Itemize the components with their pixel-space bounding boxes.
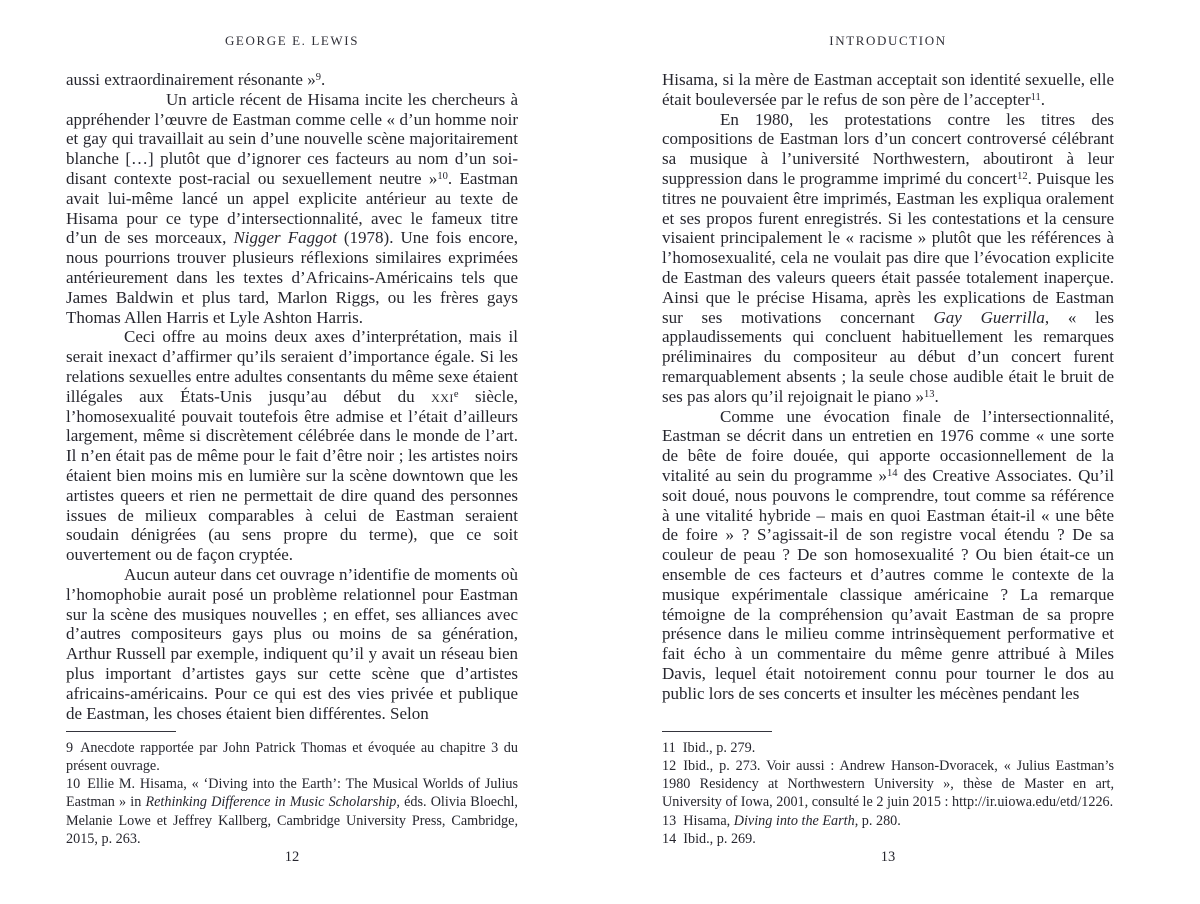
paragraph: Aucun auteur dans cet ouvrage n’identifie de moments où l’homophobie aurait posé un problème relationnel pour Eastman sur la scène des musiques nouvelles ; en effet, ses alliances avec d’autres compositeurs gays plus ou moins de sa génération, Arthur Russell par exemple, indiquent qu’il y avait un réseau bien plus important d’artistes gays sur cette scène que d’artistes africains-américains. Pour ce qui est des vies privée et publique de Eastman, les choses étaient bien différentes. Selon <box>66 564 518 723</box>
paragraph: Ceci offre au moins deux axes d’interprétation, mais il serait inexact d’affirmer qu’ils seraient d’importance égale. Si les relations sexuelles entre adultes consentants du même sexe étaient illégales aux États-Unis jusqu’au début du xxi$^e$ siècle, l’homosexualité pouvait toutefois être admise et l’était d’ailleurs largement, même si discrètement célébrée dans le monde de l’art. Il n’en était pas de même pour le fait d’être noir ; les artistes noirs étaient bien moins mis en lumière sur la scène downtown que les artistes queers et rien ne permettait de dire quand des personnes issues de milieux comparables à celui de Eastman seraient soudain dénigrées (au sens propre du terme), que ce soit ouvertement ou de façon cryptée. <box>66 327 518 565</box>
footnote: 12 Ibid., p. 273. Voir aussi : Andrew Hanson-Dvoracek, « Julius Eastman’s 1980 Residency at Northwestern University », thèse de Master en art, University of Iowa, 2001, consulté le 2 juin 2015 : http://ir.uiowa.edu/etd/1226. <box>662 757 1114 811</box>
page-number-right: 13 <box>880 849 896 865</box>
left-page <box>66 0 518 904</box>
right-page <box>662 0 1114 904</box>
page-number-left: 12 <box>284 849 300 865</box>
running-header-left: GEORGE E. LEWIS <box>224 33 360 48</box>
running-header-right: INTRODUCTION <box>829 33 947 48</box>
paragraph: En 1980, les protestations contre les titres des compositions de Eastman lors d’un concert controversé célébrant sa musique à l’université Northwestern, aboutiront à leur suppression dans le programme imprimé du concert$^{12}$. Puisque les titres ne pouvaient être imprimés, Eastman les expliqua oralement et ses propos furent enregistrés. Si les contestations et la censure visaient principalement le « racisme » plutôt que les références à l’homosexualité, cela ne voulait pas dire que l’évocation explicite de Eastman des valeurs queers était passée totalement inaperçue. Ainsi que le précise Hisama, après les explications de Eastman sur ses motivations concernant Gay Guerrilla, « les applaudissements qui concluent habituellement les remarques préliminaires du compositeur au début d’un concert furent remarquablement absents ; la seule chose audible était le bruit de ses pas alors qu’il rejoignait le piano »$^{13}$. <box>662 109 1114 406</box>
paragraph: Comme une évocation finale de l’intersectionnalité, Eastman se décrit dans un entretien en 1976 comme « une sorte de bête de foire douée, qui apporte occasionnellement de la vitalité au sein du programme »$^{14}$ des Creative Associates. Qu’il soit doué, nous pouvons le comprendre, tout comme sa référence à une vitalité hybride – mais en quoi Eastman était-il « une bête de foire » ? S’agissait-il de son registre vocal étendu ? De sa couleur de peau ? De son homosexualité ? Ou bien était-ce un ensemble de ces facteurs et d’autres comme le contexte de la musique expérimentale classique américaine ? La remarque témoigne de la compréhension qu’avait Eastman de sa propre présence dans le milieu comme intrinsèquement performative et fait écho à un commentaire du même genre attribué à Miles Davis, lequel était notoirement connu pour tourner le dos au public lors de ses concerts et insulter les mécènes pendant les <box>662 406 1114 703</box>
footnote: 14 Ibid., p. 269. <box>662 830 756 847</box>
footnote: 11 Ibid., p. 279. <box>662 739 756 756</box>
footnote-rule <box>662 731 772 732</box>
right-page-footnotes <box>662 731 1114 848</box>
footnote-rule <box>66 731 176 732</box>
footnote: 10 Ellie M. Hisama, « ‘Diving into the Earth’: The Musical Worlds of Julius Eastman » in Rethinking Difference in Music Scholarship, éds. Olivia Bloechl, Melanie Lowe et Jeffrey Kallberg, Cambridge University Press, Cambridge, 2015, p. 263. <box>66 776 518 847</box>
footnote: 13 Hisama, Diving into the Earth, p. 280. <box>662 812 901 829</box>
paragraph: Un article récent de Hisama incite les chercheurs à appréhender l’œuvre de Eastman comme celle « d’un homme noir et gay qui travaillait au sein d’une nouvelle scène majoritairement blanche […] plutôt que d’ignorer ces facteurs au nom d’un soi-disant contexte post-racial ou sexuellement neutre »$^{10}$. Eastman avait lui-même lancé un appel explicite antérieur au texte de Hisama pour ce type d’intersectionnalité, avec le fameux titre d’un de ses morceaux, Nigger Faggot (1978). Une fois encore, nous pourrions trouver plusieurs réflexions similaires exprimées antérieurement dans les textes d’Africains-Américains tels que James Baldwin et plus tard, Marlon Riggs, ou les frères gays Thomas Allen Harris et Lyle Ashton Harris. <box>66 89 518 327</box>
footnote: 9 Anecdote rapportée par John Patrick Thomas et évoquée au chapitre 3 du présent ouvrage. <box>66 739 518 774</box>
left-page-footnotes <box>66 731 518 848</box>
left-page-body <box>66 70 518 723</box>
right-page-body <box>662 70 1114 704</box>
paragraph: Hisama, si la mère de Eastman acceptait son identité sexuelle, elle était bouleversée par le refus de son père de l’accepter$^{11}$. <box>662 70 1114 109</box>
paragraph: aussi extraordinairement résonante »$^9$. <box>66 70 326 89</box>
